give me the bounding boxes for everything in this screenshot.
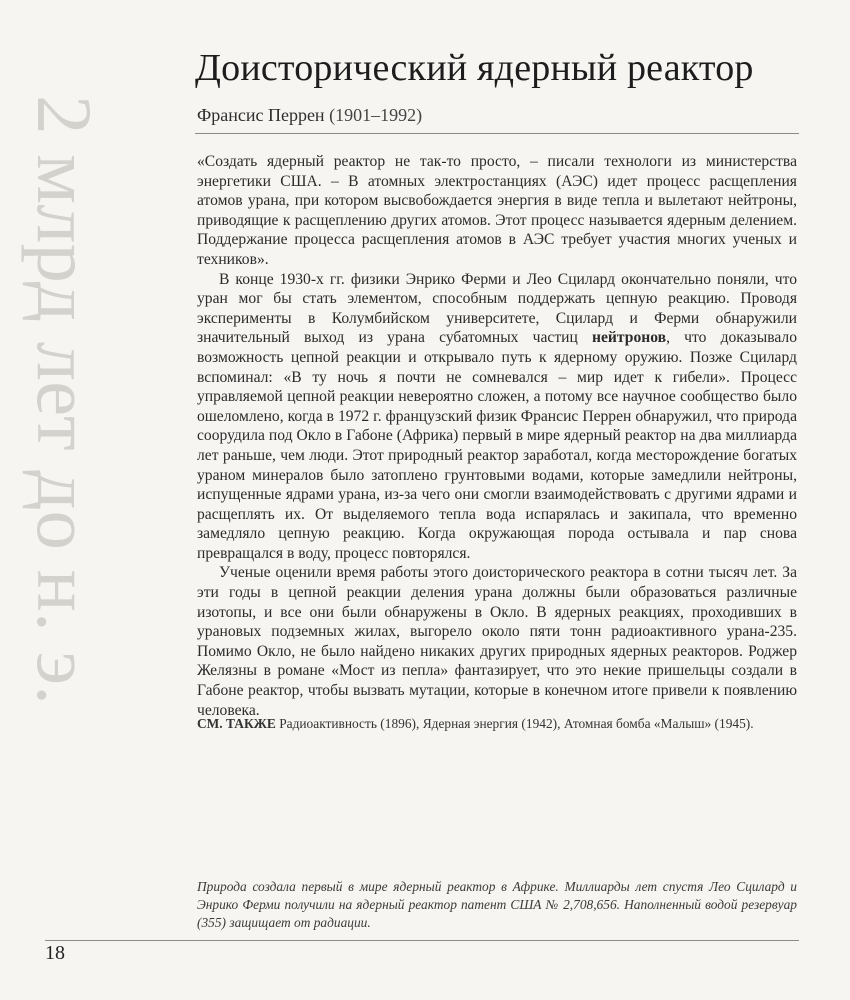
paragraph-3 xyxy=(197,563,797,720)
paragraph-2 xyxy=(197,270,797,564)
page-title: Доисторический ядерный реактор xyxy=(195,47,754,89)
author-line xyxy=(197,105,422,126)
author-dates: (1901–1992) xyxy=(329,105,423,125)
side-date-label xyxy=(0,0,180,720)
page-number: 18 xyxy=(45,942,65,964)
footer-divider xyxy=(45,940,799,941)
see-also-label: СМ. ТАКЖЕ xyxy=(197,716,276,731)
paragraph-2-bold-term: нейтронов xyxy=(592,329,667,347)
side-date-text: 2 млрд лет до н. э. xyxy=(21,95,108,698)
image-caption: Природа создала первый в мире ядерный реактор в Африке. Миллиарды лет спустя Лео Сцилард и Энрико Ферми получили на ядерный реактор патент США № 2,708,656. Наполненный водой резервуар (355) защищает от радиации. xyxy=(197,879,797,930)
author-name: Франсис Перрен xyxy=(197,105,325,125)
paragraph-1 xyxy=(197,152,797,270)
paragraph-2-text-start: В конце 1930-х гг. физики Энрико Ферми и Лео Сцилард окончательно поняли, что уран мог бы стать элементом, способным поддержать цепную реакцию. Проводя эксперименты в Колумбийском университете, Сцилард и Ферми обнаружили значительный выход из урана субатомных частиц xyxy=(197,270,797,347)
see-also xyxy=(197,715,797,733)
paragraph-1-text: «Создать ядерный реактор не так-то просто, – писали технологи из министерства энергетики США. – В атомных электростанциях (АЭС) идет процесс расщепления атомов урана, при котором высвобождается энергия в виде тепла и вылетают нейтроны, приводящие к расщеплению других атомов. Этот процесс называется ядерным делением. Поддержание процесса расщепления атомов в АЭС требует участия многих ученых и техников». xyxy=(197,153,797,268)
header-divider xyxy=(195,133,799,134)
article-body xyxy=(197,152,797,720)
paragraph-3-text: Ученые оценили время работы этого доисторического реактора в сотни тысяч лет. За эти годы в цепной реакции деления урана должны были образоваться различные изотопы, и все они были обнаружены в Окло. В ядерных реакциях, проходивших в урановых подземных жилах, выгорело около пяти тонн радиоактивного урана-235. Помимо Окло, не было найдено никаких других природных ядерных реакторов. Роджер Желязны в романе «Мост из пепла» фантазирует, что это некие пришельцы создали в Габоне реактор, чтобы вызвать мутации, которые в конечном итоге привели к появлению человека. xyxy=(197,564,797,719)
paragraph-2-text-end: , что доказывало возможность цепной реакции и открывало путь к ядерному оружию. Позже Сцилард вспоминал: «В ту ночь я почти не сомневался – мир идет к гибели». Процесс управляемой цепной реакции невероятно сложен, а потому все научное сообщество было ошеломлено, когда в 1972 г. французский физик Франсис Перрен обнаружил, что природа соорудила под Окло в Габоне (Африка) первый в мире ядерный реактор на два миллиарда лет раньше, чем люди. Этот природный реактор заработал, когда месторождение богатых ураном минералов было затоплено грунтовыми водами, которые замедлили нейтроны, испущенные ядрами урана, из-за чего они смогли взаимодействовать с другими ядрами и расщеплять их. От выделяемого тепла вода испарялась и закипала, что временно замедляло цепную реакцию. Когда окружающая порода остывала и пар снова превращался в воду, процесс повторялся. xyxy=(197,329,797,562)
see-also-text: Радиоактивность (1896), Ядерная энергия (1942), Атомная бомба «Малыш» (1945). xyxy=(279,716,754,731)
